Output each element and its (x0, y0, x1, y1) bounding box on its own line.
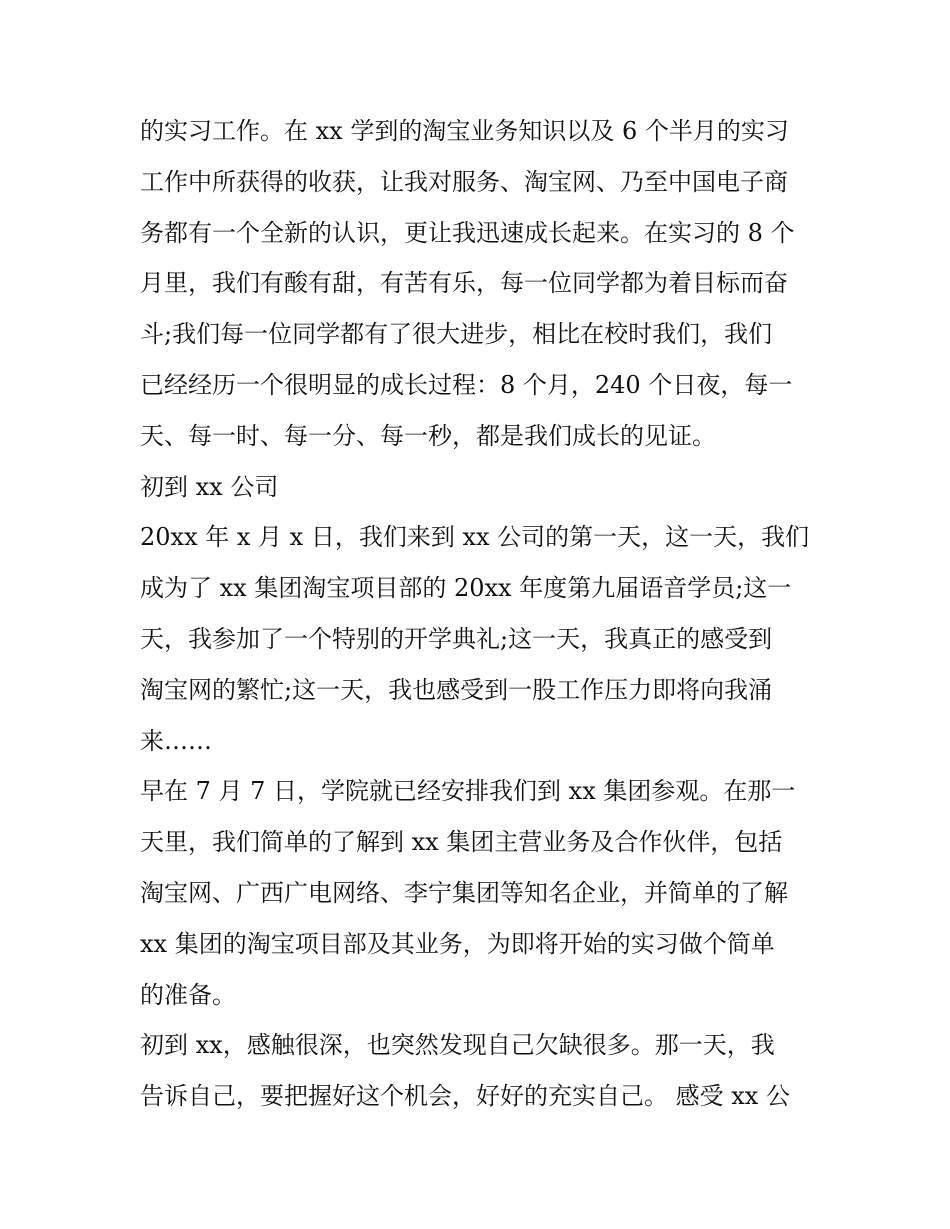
text-line: 天、每一时、每一分、每一秒，都是我们成长的见证。 (140, 421, 716, 450)
text-line: 初到 xx，感触很深，也突然发现自己欠缺很多。那一天，我 (140, 1031, 775, 1060)
document-body (140, 106, 820, 1122)
text-line: 的实习工作。在 xx 学到的淘宝业务知识以及 6 个半月的实习 (140, 117, 789, 145)
text-line: 月里，我们有酸有甜，有苦有乐，每一位同学都为着目标而奋 (140, 269, 788, 298)
text-line: xx 集团的淘宝项目部及其业务，为即将开始的实习做个简单 (140, 929, 775, 958)
text-line: 淘宝网、广西广电网络、李宁集团等知名企业，并简单的了解 (140, 878, 788, 907)
text-line: 的准备。 (140, 980, 236, 1009)
text-line: 务都有一个全新的认识，更让我迅速成长起来。在实习的 8 个 (140, 218, 795, 247)
text-line: 告诉自己，要把握好这个机会，好好的充实自己。 感受 xx 公 (140, 1082, 790, 1111)
text-line: 天里，我们简单的了解到 xx 集团主营业务及合作伙伴，包括 (140, 828, 783, 857)
text-line: 已经经历一个很明显的成长过程：8 个月，240 个日夜，每一 (140, 370, 793, 399)
text-line: 成为了 xx 集团淘宝项目部的 20xx 年度第九届语音学员;这一 (140, 574, 792, 603)
text-line: 工作中所获得的收获，让我对服务、淘宝网、乃至中国电子商 (140, 167, 788, 196)
text-line: 斗;我们每一位同学都有了很大进步，相比在校时我们，我们 (140, 320, 773, 349)
section-heading: 初到 xx 公司 (140, 472, 279, 501)
text-line: 20xx 年 x 月 x 日，我们来到 xx 公司的第一天，这一天，我们 (140, 523, 810, 552)
text-line: 淘宝网的繁忙;这一天，我也感受到一股工作压力即将向我涌 (140, 675, 773, 704)
text-line: 来…… (140, 726, 212, 755)
text-line: 早在 7 月 7 日，学院就已经安排我们到 xx 集团参观。在那一 (140, 777, 796, 806)
text-line: 天，我参加了一个特别的开学典礼;这一天，我真正的感受到 (140, 624, 773, 653)
